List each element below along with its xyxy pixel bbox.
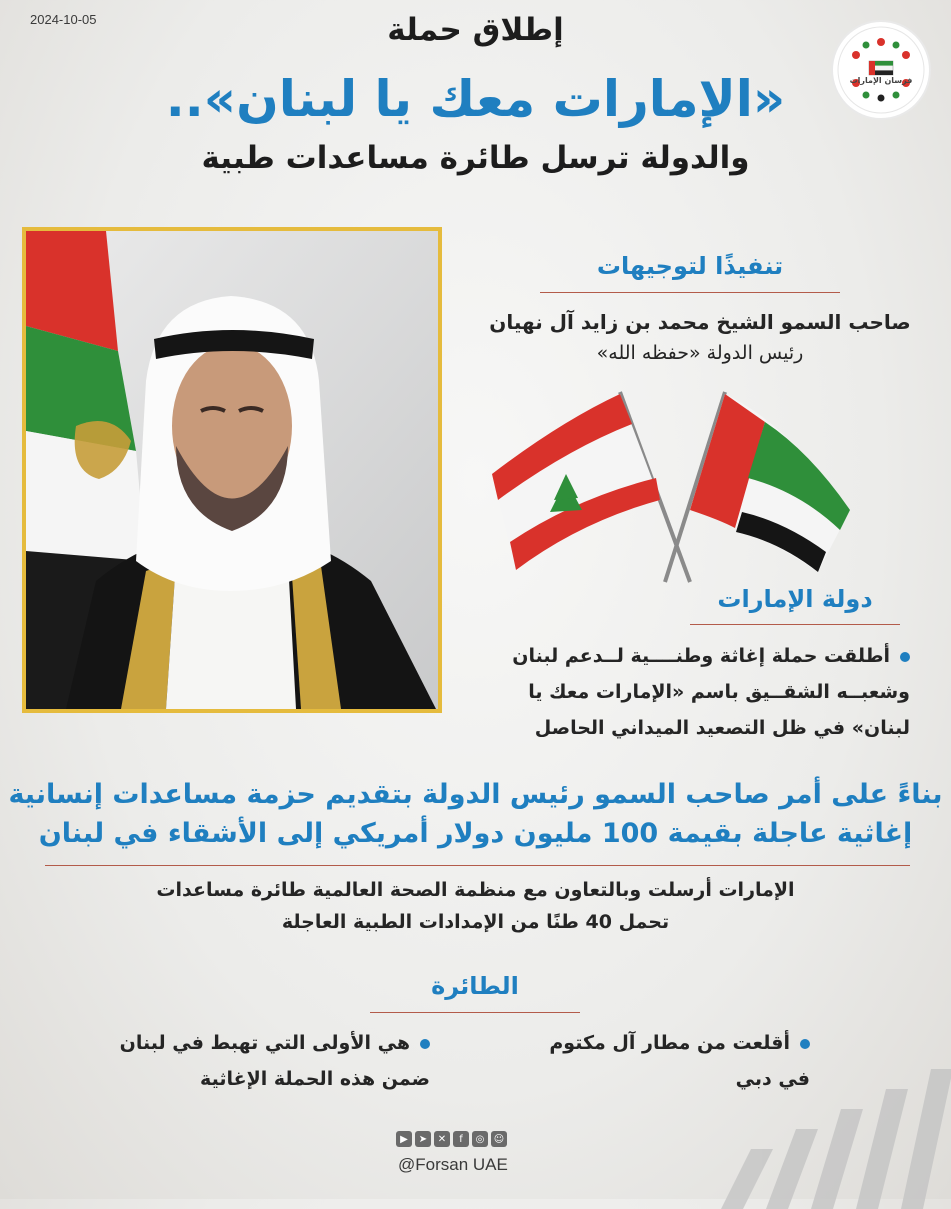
telegram-icon[interactable]: ➤ [415, 1131, 431, 1147]
who-line-1: الإمارات أرسلت وبالتعاون مع منظمة الصحة العالمية طائرة مساعدات [156, 879, 795, 901]
plane-left-line-1: هي الأولى التي تهبط في لبنان [119, 1032, 410, 1054]
decorative-stripes [711, 1069, 951, 1209]
logo-text: فرسان الإمارات [849, 76, 913, 85]
plane-bullet-left [60, 1025, 430, 1097]
instagram-icon[interactable]: ◎ [472, 1131, 488, 1147]
plane-left-line-2: ضمن هذه الحملة الإغاثية [200, 1068, 430, 1090]
plane-right-line-1: أقلعت من مطار آل مكتوم [549, 1032, 790, 1054]
snapchat-icon[interactable]: ☺ [491, 1131, 507, 1147]
directive-role: رئيس الدولة «حفظه الله» [596, 342, 804, 364]
bullet-dot-icon [420, 1039, 430, 1049]
crossed-flags-illustration [480, 382, 870, 587]
header-line-2: «الإمارات معك يا لبنان».. [165, 70, 786, 128]
uae-bullet-line-1: أطلقت حملة إغاثة وطنــــية لــدعم لبنان [512, 645, 890, 667]
header-line-1: إطلاق حملة [387, 12, 564, 48]
header-line-3: والدولة ترسل طائرة مساعدات طبية [201, 140, 750, 176]
uae-bullet-line-2: وشعبــه الشقــيق باسم «الإمارات معك يا [528, 681, 910, 703]
portrait-illustration [26, 231, 438, 709]
directive-title: تنفيذًا لتوجيهات [596, 252, 784, 280]
plane-section-rule [370, 1012, 580, 1013]
date-label: 2024-10-05 [30, 12, 97, 27]
bullet-dot-icon [900, 652, 910, 662]
uae-section-rule [690, 624, 900, 625]
plane-section-title: الطائرة [431, 972, 519, 1000]
x-icon[interactable]: ✕ [434, 1131, 450, 1147]
directive-name: صاحب السمو الشيخ محمد بن زايد آل نهيان [489, 310, 911, 334]
uae-section-bullet [490, 638, 910, 746]
plane-right-line-2: في دبي [735, 1068, 810, 1090]
uae-bullet-line-3: لبنان» في ظل التصعيد الميداني الحاصل [534, 717, 910, 739]
social-handle[interactable]: @Forsan UAE [398, 1155, 508, 1174]
youtube-icon[interactable]: ▶ [396, 1131, 412, 1147]
social-icons [396, 1131, 507, 1147]
uae-section-title: دولة الإمارات [717, 585, 873, 613]
announcement-line-1: بناءً على أمر صاحب السمو رئيس الدولة بتقديم حزمة مساعدات إنسانية [8, 779, 943, 810]
bullet-dot-icon [800, 1039, 810, 1049]
announcement-rule [45, 865, 910, 866]
directive-rule [540, 292, 840, 293]
facebook-icon[interactable]: f [453, 1131, 469, 1147]
announcement-line-2: إغاثية عاجلة بقيمة 100 مليون دولار أمريكي إلى الأشقاء في لبنان [38, 818, 913, 849]
portrait-photo [22, 227, 442, 713]
who-line-2: تحمل 40 طنًا من الإمدادات الطبية العاجلة [281, 911, 670, 933]
